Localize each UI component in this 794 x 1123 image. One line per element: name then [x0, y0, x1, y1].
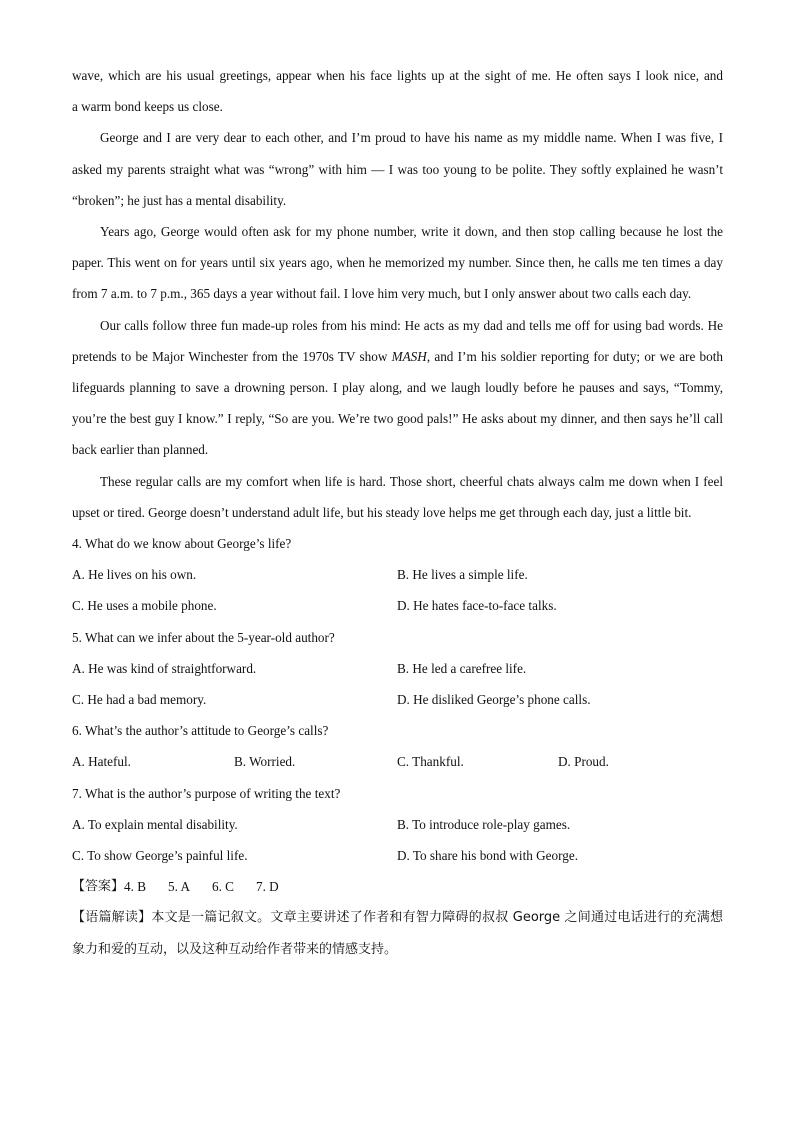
- passage-analysis: [72, 902, 723, 964]
- option-c: C. He had a bad memory.: [72, 692, 207, 708]
- answer-item: 5. A: [168, 879, 190, 895]
- option-d: D. He hates face-to-face talks.: [397, 598, 557, 614]
- option-b: B. Worried.: [234, 754, 296, 770]
- option-d: D. Proud.: [558, 754, 609, 770]
- option-d: D. To share his bond with George.: [397, 848, 578, 864]
- option-b: B. He led a carefree life.: [397, 660, 527, 676]
- options-row: [72, 746, 723, 777]
- answer-item: 6. C: [211, 879, 234, 895]
- options-row: [72, 684, 723, 715]
- options-row: [72, 809, 723, 840]
- show-title: MASH: [391, 348, 427, 364]
- passage-paragraph-2: Years ago, George would often ask for my phone number, write it down, and then stop calling because he lost the paper. This went on for years until six years ago, when he memorized my number. Since then, he calls me ten times a day from 7 a.m. to 7 p.m., 365 days a year without fail. I love him very much, but I only answer about two calls each day.: [72, 224, 723, 302]
- passage-paragraph-4: These regular calls are my comfort when life is hard. Those short, cheerful chats always calm me down when I feel upset or tired. George doesn’t understand adult life, but his steady love helps me get through each day, just a little bit.: [72, 473, 723, 520]
- analysis-text: 本文是一篇记叙文。文章主要讲述了作者和有智力障碍的叔叔 George 之间通过电话进行的充满想象力和爱的互动，以及这种互动给作者带来的情感支持。: [72, 910, 723, 957]
- answer-label: 【答案】: [72, 879, 125, 895]
- analysis-label: 【语篇解读】: [72, 910, 152, 926]
- passage-paragraph-0-line-2: a warm bond keeps us close.: [72, 99, 223, 115]
- question-5: [72, 622, 723, 716]
- question-stem: 5. What can we infer about the 5-year-old author?: [72, 629, 335, 645]
- question-6: [72, 715, 723, 777]
- passage-paragraph-3: [72, 310, 723, 466]
- options-row: [72, 653, 723, 684]
- option-b: B. To introduce role-play games.: [397, 816, 571, 832]
- question-stem: 6. What’s the author’s attitude to George’s calls?: [72, 723, 329, 739]
- option-a: A. To explain mental disability.: [72, 816, 238, 832]
- question-4: [72, 528, 723, 622]
- options-row: [72, 559, 723, 590]
- option-b: B. He lives a simple life.: [397, 567, 528, 583]
- option-a: A. Hateful.: [72, 754, 131, 770]
- options-row: [72, 590, 723, 621]
- question-stem: 4. What do we know about George’s life?: [72, 536, 292, 552]
- option-a: A. He was kind of straightforward.: [72, 660, 257, 676]
- option-c: C. To show George’s painful life.: [72, 848, 248, 864]
- paragraph-3-text-a: Our calls follow three fun made-up roles from his mind: He acts as my dad and tells me off for using bad words. He pretends to be Major Winchester from the 1970s TV show: [72, 317, 723, 364]
- option-c: C. He uses a mobile phone.: [72, 598, 217, 614]
- answer-item: 7. D: [255, 879, 279, 895]
- option-c: C. Thankful.: [397, 754, 464, 770]
- passage-paragraph-0-line-1: wave, which are his usual greetings, appear when his face lights up at the sight of me. He often says I look nice, and: [72, 68, 723, 83]
- passage-paragraph-1: George and I are very dear to each other, and I’m proud to have his name as my middle name. When I was five, I asked my parents straight what was “wrong” with him — I was too young to be polite. They softly explained he wasn’t “broken”; he just has a mental disability.: [72, 130, 723, 208]
- option-a: A. He lives on his own.: [72, 567, 197, 583]
- answer-key: [72, 871, 723, 902]
- question-7: [72, 778, 723, 872]
- option-d: D. He disliked George’s phone calls.: [397, 692, 591, 708]
- question-stem: 7. What is the author’s purpose of writing the text?: [72, 785, 341, 801]
- paragraph-3-text-b: , and I’m his soldier reporting for duty; or we are both lifeguards planning to save a drowning person. I play along, and we laugh loudly before he pauses and says, “Tommy, you’re the best guy I know.” I reply, “So are you. We’re two good pals!” He asks about my dinner, and then says he’ll call back earlier than planned.: [72, 348, 724, 458]
- options-row: [72, 840, 723, 871]
- document-content: [72, 60, 723, 965]
- answer-item: 4. B: [124, 879, 146, 895]
